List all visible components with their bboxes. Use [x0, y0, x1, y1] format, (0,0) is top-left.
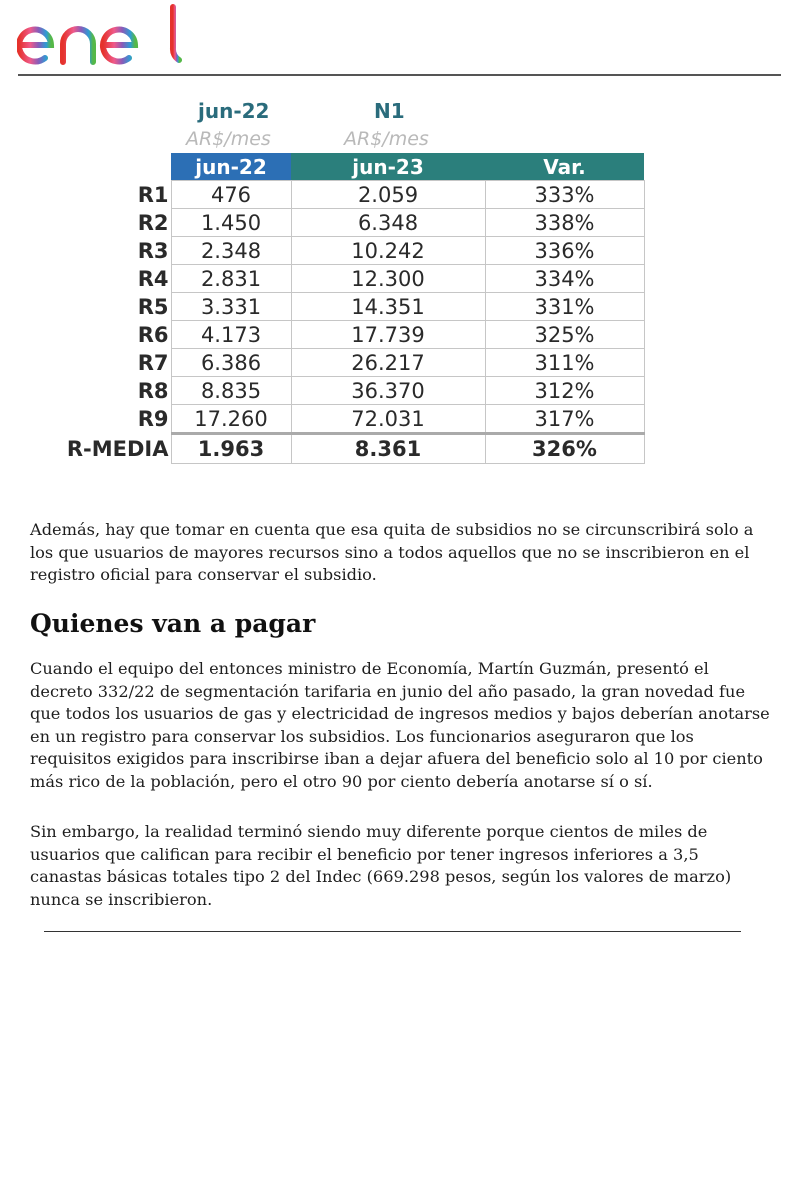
tariff-table-image	[60, 94, 675, 486]
cell-var: 325%	[485, 321, 644, 349]
row-label: R-MEDIA	[66, 436, 169, 461]
row-label: R3	[137, 238, 169, 263]
row-label: R5	[137, 294, 169, 319]
row-label: R7	[137, 350, 169, 375]
row-label: R9	[137, 407, 169, 431]
page-header	[0, 0, 800, 76]
cell-jun23: 26.217	[291, 349, 485, 377]
cell-var: 333%	[485, 181, 644, 209]
table-row-mean	[60, 434, 644, 464]
cell-var: 338%	[485, 209, 644, 237]
header-divider	[18, 74, 781, 76]
cell-jun22: 6.386	[171, 349, 291, 377]
cell-jun22: 8.835	[171, 377, 291, 405]
pre-header-1-unit: AR$/mes	[186, 128, 271, 150]
table-row	[60, 293, 644, 321]
pre-header-1: jun-22	[198, 99, 270, 123]
pre-header-2-unit: AR$/mes	[344, 128, 429, 150]
table-row	[60, 237, 644, 265]
row-label: R4	[137, 266, 169, 291]
article-paragraph-3: Sin embargo, la realidad terminó siendo muy diferente porque cientos de miles de usuarios que califican para recibir el beneficio por tener ingresos inferiores a 3,5 canastas básicas totales tipo 2 del Indec (669.298 pesos, según los valores de marzo) nunca se inscribieron.	[30, 822, 732, 909]
cell-jun23: 72.031	[291, 405, 485, 434]
article-paragraph-2: Cuando el equipo del entonces ministro de Economía, Martín Guzmán, presentó el decreto 332/22 de segmentación tarifaria en junio del año pasado, la gran novedad fue que todos los usuarios de gas y electricidad de ingresos medios y bajos deberían anotarse en un registro para conservar los subsidios. Los funcionarios aseguraron que los requisitos exigidos para inscribirse iban a dejar afuera del beneficio solo al 10 por ciento más rico de la población, pero el otro 90 por ciento debería anotarse sí o sí.	[30, 659, 770, 791]
pre-header-2: N1	[374, 99, 405, 123]
table-row	[60, 321, 644, 349]
cell-var: 331%	[485, 293, 644, 321]
article-paragraph-1: Además, hay que tomar en cuenta que esa quita de subsidios no se circunscribirá solo a los que usuarios de mayores recursos sino a todos aquellos que no se inscribieron en el registro oficial para conservar el subsidio.	[30, 520, 754, 585]
table-row	[60, 349, 644, 377]
cell-jun22: 17.260	[171, 405, 291, 434]
cell-jun23: 8.361	[291, 434, 485, 464]
cell-jun23: 14.351	[291, 293, 485, 321]
header-jun-22: jun-22	[171, 153, 291, 181]
row-label: R2	[137, 210, 169, 235]
table-row	[60, 181, 644, 209]
cell-jun22: 1.963	[171, 434, 291, 464]
header-blank	[60, 153, 171, 181]
cell-jun23: 36.370	[291, 377, 485, 405]
cell-var: 334%	[485, 265, 644, 293]
cell-jun23: 6.348	[291, 209, 485, 237]
header-jun-23: jun-23	[291, 153, 485, 181]
cell-var: 311%	[485, 349, 644, 377]
enel-logo[interactable]	[17, 4, 182, 68]
cell-var: 326%	[485, 434, 644, 464]
cell-jun23: 2.059	[291, 181, 485, 209]
table-row	[60, 265, 644, 293]
table-row	[60, 405, 644, 434]
cell-jun23: 12.300	[291, 265, 485, 293]
row-label: R1	[137, 182, 169, 207]
cell-jun22: 2.831	[171, 265, 291, 293]
cell-jun23: 10.242	[291, 237, 485, 265]
table-header-row	[60, 153, 644, 181]
table-row	[60, 209, 644, 237]
cell-jun22: 1.450	[171, 209, 291, 237]
cell-var: 312%	[485, 377, 644, 405]
cell-var: 317%	[485, 405, 644, 434]
footer-divider	[44, 931, 741, 932]
row-label: R6	[137, 322, 169, 347]
cell-jun22: 476	[171, 181, 291, 209]
section-heading: Quienes van a pagar	[30, 609, 316, 638]
row-label: R8	[137, 378, 169, 403]
table-row	[60, 377, 644, 405]
cell-var: 336%	[485, 237, 644, 265]
cell-jun22: 2.348	[171, 237, 291, 265]
cell-jun22: 3.331	[171, 293, 291, 321]
cell-jun22: 4.173	[171, 321, 291, 349]
header-var: Var.	[485, 153, 644, 181]
tariff-table	[60, 153, 645, 464]
cell-jun23: 17.739	[291, 321, 485, 349]
